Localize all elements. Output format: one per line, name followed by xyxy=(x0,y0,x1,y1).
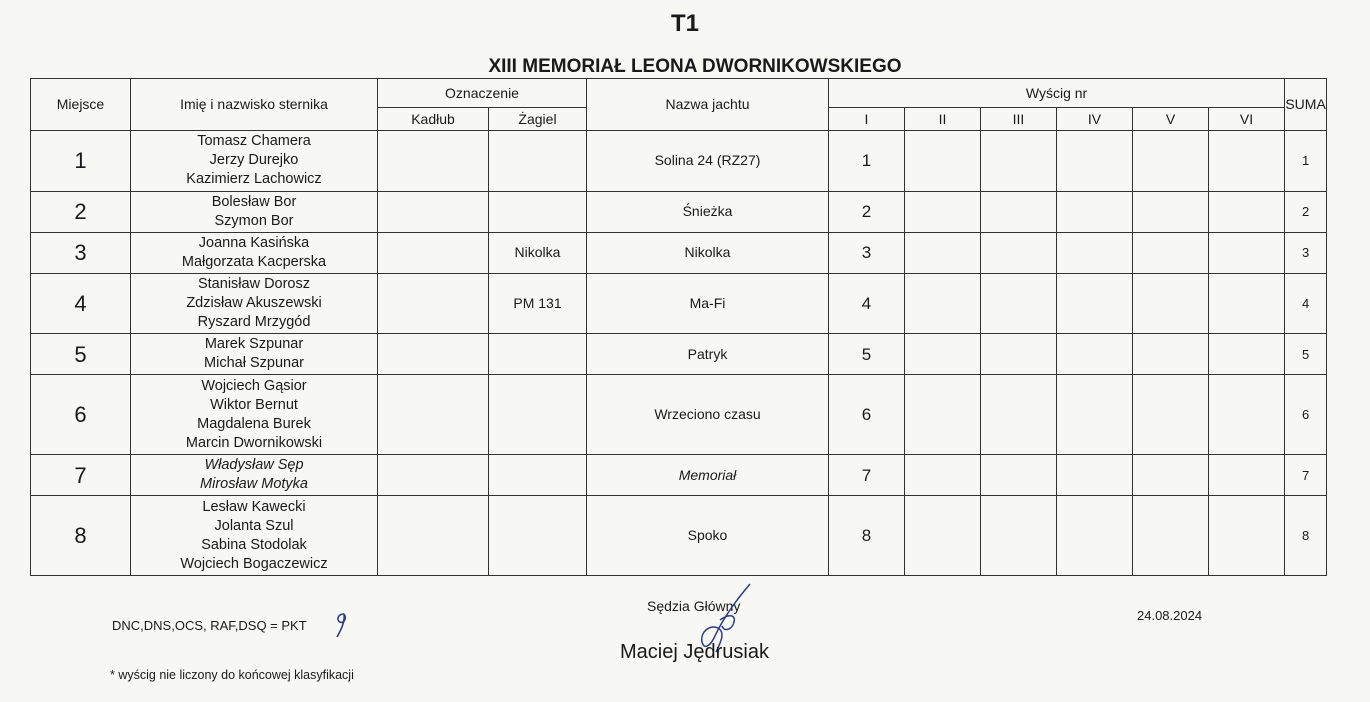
sail-mark xyxy=(489,191,587,232)
page-title: T1 xyxy=(670,10,699,37)
place-number: 4 xyxy=(31,273,131,334)
crew-names xyxy=(131,334,378,375)
crew-member: Małgorzata Kacperska xyxy=(181,253,327,270)
header-race-2: II xyxy=(905,108,981,131)
race-1-result: 1 xyxy=(829,131,905,192)
table-row xyxy=(31,334,1327,375)
crew-names xyxy=(131,455,378,496)
sum-value: 6 xyxy=(1285,375,1327,455)
crew-member: Magdalena Burek xyxy=(197,415,311,432)
hull-mark xyxy=(378,455,489,496)
table-row xyxy=(31,232,1327,273)
race-2-result xyxy=(905,191,981,232)
crew-member: Zdzisław Akuszewski xyxy=(186,294,322,311)
race-4-result xyxy=(1057,232,1133,273)
race-4-result xyxy=(1057,131,1133,192)
sail-mark: PM 131 xyxy=(489,273,587,334)
pkt-value-handwritten xyxy=(330,610,354,640)
table-row xyxy=(31,131,1327,192)
header-race-1: I xyxy=(829,108,905,131)
race-6-result xyxy=(1209,131,1285,192)
race-4-result xyxy=(1057,496,1133,576)
crew-member: Sabina Stodolak xyxy=(201,536,307,553)
sum-value: 8 xyxy=(1285,496,1327,576)
race-2-result xyxy=(905,273,981,334)
race-3-result xyxy=(981,334,1057,375)
crew-member: Wojciech Gąsior xyxy=(201,377,307,394)
header-marking: Oznaczenie xyxy=(378,79,587,108)
race-5-result xyxy=(1133,131,1209,192)
sail-mark xyxy=(489,455,587,496)
crew-names xyxy=(131,496,378,576)
crew-member: Marcin Dwornikowski xyxy=(185,434,323,451)
header-race-4: IV xyxy=(1057,108,1133,131)
race-5-result xyxy=(1133,273,1209,334)
race-3-result xyxy=(981,131,1057,192)
hull-mark xyxy=(378,496,489,576)
header-race-3: III xyxy=(981,108,1057,131)
crew-member: Jolanta Szul xyxy=(214,517,294,534)
race-1-result: 3 xyxy=(829,232,905,273)
crew-member: Lesław Kawecki xyxy=(202,498,306,515)
sum-value: 5 xyxy=(1285,334,1327,375)
table-row xyxy=(31,496,1327,576)
race-4-result xyxy=(1057,191,1133,232)
crew-names xyxy=(131,131,378,192)
place-number: 5 xyxy=(31,334,131,375)
place-number: 8 xyxy=(31,496,131,576)
race-3-result xyxy=(981,232,1057,273)
race-2-result xyxy=(905,334,981,375)
crew-member: Władysław Sęp xyxy=(204,457,304,473)
race-4-result xyxy=(1057,334,1133,375)
crew-member: Joanna Kasińska xyxy=(198,234,310,251)
race-5-result xyxy=(1133,232,1209,273)
sail-mark xyxy=(489,496,587,576)
race-2-result xyxy=(905,375,981,455)
race-2-result xyxy=(905,131,981,192)
judge-name: Maciej Jędrusiak xyxy=(620,641,769,663)
header-race-5: V xyxy=(1133,108,1209,131)
hull-mark xyxy=(378,375,489,455)
hull-mark xyxy=(378,273,489,334)
race-6-result xyxy=(1209,496,1285,576)
yacht-name: Śnieżka xyxy=(587,191,829,232)
header-place: Miejsce xyxy=(31,79,131,131)
crew-member: Ryszard Mrzygód xyxy=(197,313,311,330)
race-5-result xyxy=(1133,455,1209,496)
sum-value: 4 xyxy=(1285,273,1327,334)
race-2-result xyxy=(905,232,981,273)
crew-names xyxy=(131,375,378,455)
race-6-result xyxy=(1209,375,1285,455)
judge-label: Sędzia Główny xyxy=(647,598,741,614)
yacht-name: Spoko xyxy=(587,496,829,576)
results-table xyxy=(30,78,1327,576)
race-4-result xyxy=(1057,375,1133,455)
sail-mark xyxy=(489,375,587,455)
race-6-result xyxy=(1209,455,1285,496)
crew-names xyxy=(131,232,378,273)
header-yacht: Nazwa jachtu xyxy=(587,79,829,131)
crew-names xyxy=(131,273,378,334)
header-helmsman: Imię i nazwisko sternika xyxy=(131,79,378,131)
header-hull: Kadłub xyxy=(378,108,489,131)
race-3-result xyxy=(981,496,1057,576)
sail-mark xyxy=(489,334,587,375)
race-5-result xyxy=(1133,496,1209,576)
table-row xyxy=(31,191,1327,232)
race-3-result xyxy=(981,455,1057,496)
hull-mark xyxy=(378,191,489,232)
crew-member: Mirosław Motyka xyxy=(200,476,308,492)
race-1-result: 2 xyxy=(829,191,905,232)
yacht-name: Memoriał xyxy=(587,455,829,496)
race-6-result xyxy=(1209,232,1285,273)
yacht-name: Nikolka xyxy=(587,232,829,273)
crew-member: Tomasz Chamera xyxy=(197,133,311,150)
yacht-name: Patryk xyxy=(587,334,829,375)
table-row xyxy=(31,455,1327,496)
sum-value: 1 xyxy=(1285,131,1327,192)
hull-mark xyxy=(378,232,489,273)
table-row xyxy=(31,375,1327,455)
hull-mark xyxy=(378,131,489,192)
crew-member: Kazimierz Lachowicz xyxy=(186,171,322,188)
race-5-result xyxy=(1133,375,1209,455)
crew-names xyxy=(131,191,378,232)
pkt-note: DNC,DNS,OCS, RAF,DSQ = PKT xyxy=(112,618,307,633)
race-1-result: 6 xyxy=(829,375,905,455)
race-6-result xyxy=(1209,273,1285,334)
header-race: Wyścig nr xyxy=(829,79,1285,108)
race-4-result xyxy=(1057,273,1133,334)
race-1-result: 4 xyxy=(829,273,905,334)
place-number: 1 xyxy=(31,131,131,192)
header-sail: Żagiel xyxy=(489,108,587,131)
place-number: 6 xyxy=(31,375,131,455)
crew-member: Jerzy Durejko xyxy=(209,152,299,169)
yacht-name: Solina 24 (RZ27) xyxy=(587,131,829,192)
sail-mark xyxy=(489,131,587,192)
header-sum: SUMA xyxy=(1285,79,1327,131)
date: 24.08.2024 xyxy=(1137,608,1203,623)
crew-member: Stanisław Dorosz xyxy=(197,275,310,292)
race-1-result: 8 xyxy=(829,496,905,576)
footnote: * wyścig nie liczony do końcowej klasyfikacji xyxy=(110,668,354,682)
sum-value: 7 xyxy=(1285,455,1327,496)
sum-value: 3 xyxy=(1285,232,1327,273)
race-4-result xyxy=(1057,455,1133,496)
event-title: XIII MEMORIAŁ LEONA DWORNIKOWSKIEGO xyxy=(488,56,902,77)
place-number: 2 xyxy=(31,191,131,232)
crew-member: Szymon Bor xyxy=(214,212,294,229)
yacht-name: Ma-Fi xyxy=(587,273,829,334)
race-1-result: 5 xyxy=(829,334,905,375)
sum-value: 2 xyxy=(1285,191,1327,232)
table-header xyxy=(31,79,1327,131)
crew-member: Michał Szpunar xyxy=(204,355,304,371)
race-2-result xyxy=(905,496,981,576)
yacht-name: Wrzeciono czasu xyxy=(587,375,829,455)
race-5-result xyxy=(1133,191,1209,232)
table-row xyxy=(31,273,1327,334)
crew-member: Wojciech Bogaczewicz xyxy=(180,555,328,572)
race-2-result xyxy=(905,455,981,496)
race-5-result xyxy=(1133,334,1209,375)
race-3-result xyxy=(981,191,1057,232)
place-number: 3 xyxy=(31,232,131,273)
race-6-result xyxy=(1209,191,1285,232)
race-3-result xyxy=(981,273,1057,334)
crew-member: Marek Szpunar xyxy=(204,336,304,352)
table-body xyxy=(31,131,1327,576)
race-3-result xyxy=(981,375,1057,455)
sail-mark: Nikolka xyxy=(489,232,587,273)
header-race-6: VI xyxy=(1209,108,1285,131)
crew-member: Wiktor Bernut xyxy=(210,396,298,413)
race-6-result xyxy=(1209,334,1285,375)
race-1-result: 7 xyxy=(829,455,905,496)
hull-mark xyxy=(378,334,489,375)
crew-member: Bolesław Bor xyxy=(211,193,297,210)
place-number: 7 xyxy=(31,455,131,496)
